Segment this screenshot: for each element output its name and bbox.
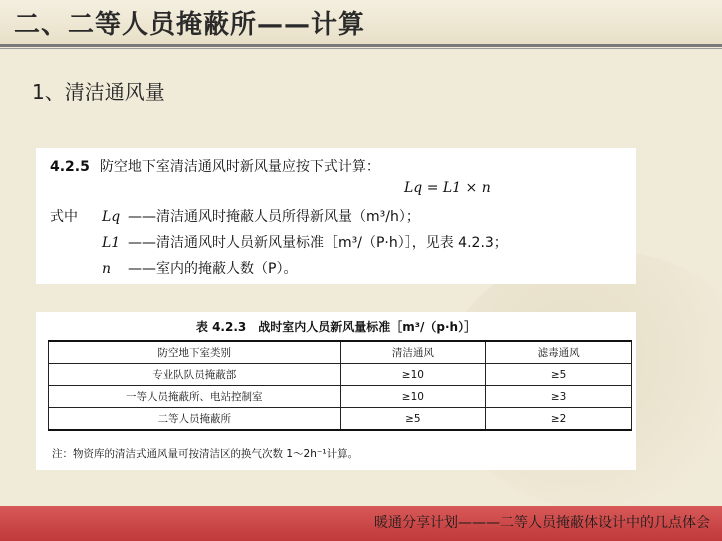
table-cell: ≥3 — [486, 386, 632, 408]
table-cell: ≥10 — [340, 364, 486, 386]
definition-symbol: Lq — [102, 209, 121, 225]
definition-symbol: n — [102, 261, 112, 277]
table-header-cell: 清洁通风 — [340, 341, 486, 364]
table-cell: 一等人员掩蔽所、电站控制室 — [49, 386, 341, 408]
title-divider — [0, 44, 722, 47]
table-row — [49, 386, 632, 408]
table-cell: 专业队队员掩蔽部 — [49, 364, 341, 386]
table-cell: 二等人员掩蔽所 — [49, 408, 341, 431]
definition-text: ——清洁通风时人员新风量标准［m³/（P·h）］，见表 4.2.3； — [128, 235, 508, 251]
where-label: 式中 — [50, 209, 78, 225]
definition-line — [50, 206, 420, 226]
table-header-cell: 防空地下室类别 — [49, 341, 341, 364]
table-caption: 表 4.2.3 战时室内人员新风量标准［m³/（p·h）］ — [195, 320, 477, 334]
definition-text: ——清洁通风时掩蔽人员所得新风量（m³/h）； — [128, 209, 420, 225]
table-excerpt — [36, 312, 636, 470]
slide-title: 二、二等人员掩蔽所——计算 — [14, 10, 366, 40]
table-cell: ≥2 — [486, 408, 632, 431]
table-cell: ≥10 — [340, 386, 486, 408]
clause-excerpt — [36, 148, 636, 284]
formula: Lq = L1 × n — [404, 180, 491, 196]
footer-text: 暖通分享计划———二等人员掩蔽体设计中的几点体会 — [374, 515, 710, 531]
clause-text: 防空地下室清洁通风时新风量应按下式计算： — [99, 159, 380, 175]
definition-symbol: L1 — [102, 235, 121, 251]
definition-line — [102, 232, 508, 252]
definition-text: ——室内的掩蔽人数（P）。 — [128, 261, 298, 277]
table-note: 注：物资库的清洁式通风量可按清洁区的换气次数 1～2h⁻¹计算。 — [52, 448, 359, 460]
table-row — [49, 364, 632, 386]
definition-line — [102, 258, 297, 278]
table-header-cell: 滤毒通风 — [486, 341, 632, 364]
table-row — [49, 408, 632, 431]
ventilation-table — [48, 340, 632, 431]
section-heading: 1、清洁通风量 — [32, 80, 165, 104]
table-header-row — [49, 341, 632, 364]
clause-number: 4.2.5 — [50, 159, 90, 175]
table-cell: ≥5 — [486, 364, 632, 386]
table-cell: ≥5 — [340, 408, 486, 431]
title-divider-thin — [0, 48, 722, 49]
clause-line — [50, 156, 380, 176]
